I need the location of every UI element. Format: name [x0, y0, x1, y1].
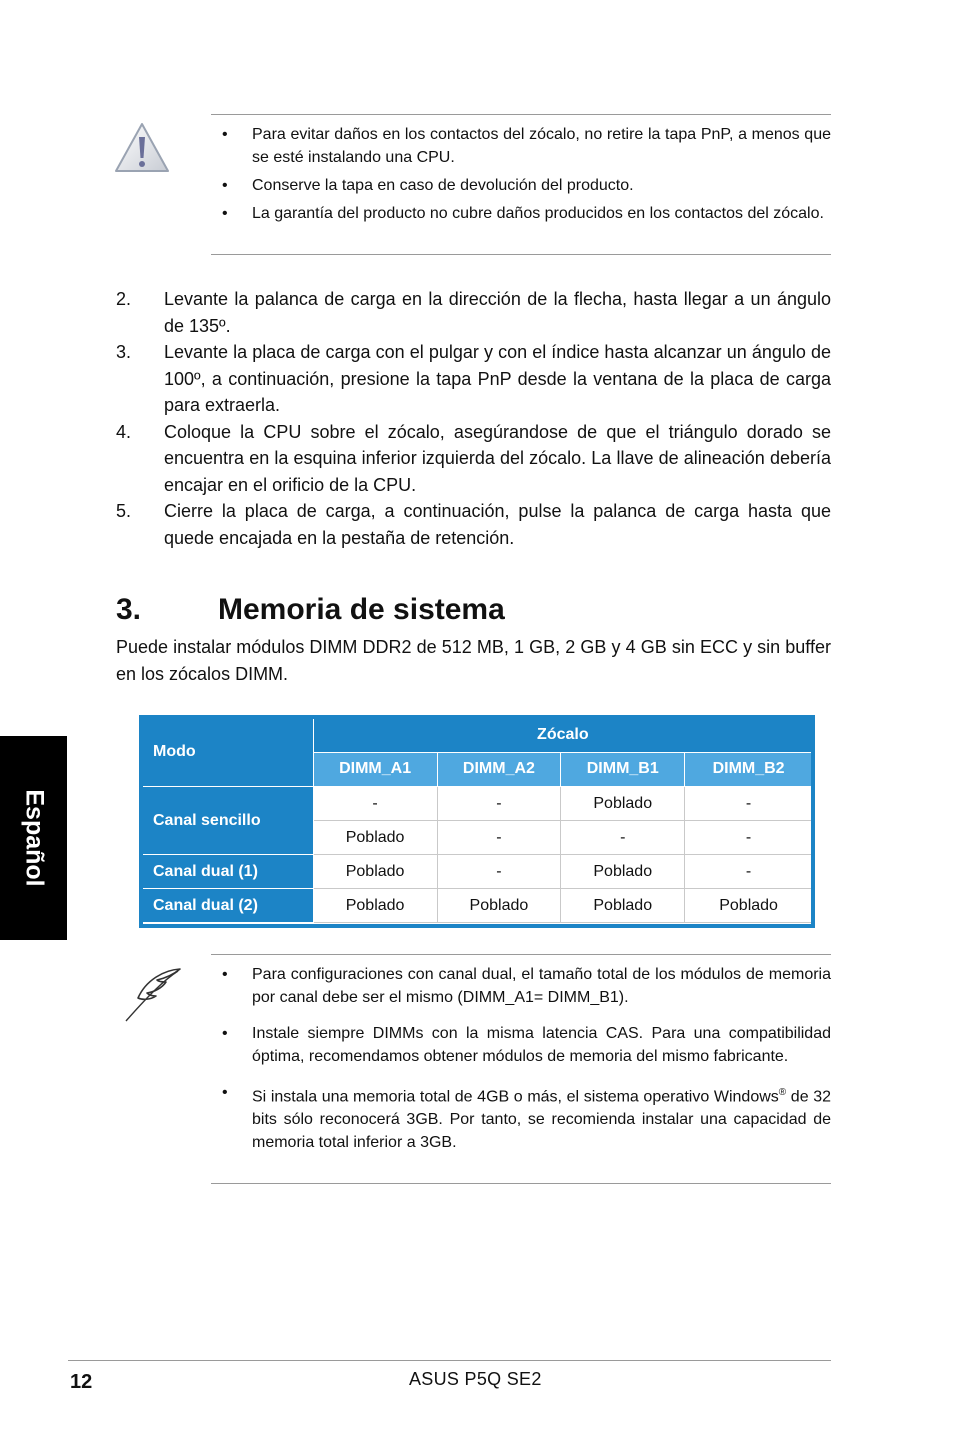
caution-top-rule	[211, 114, 831, 115]
table-cell: Poblado	[313, 889, 437, 923]
table-row	[142, 855, 813, 889]
table-cell: -	[685, 855, 813, 889]
table-cell: Poblado	[561, 787, 685, 821]
step-number: 5.	[116, 501, 132, 521]
table-cell: -	[561, 821, 685, 855]
socket-header: Zócalo	[313, 718, 812, 753]
column-header: DIMM_B2	[685, 752, 813, 787]
caution-item: • Para evitar daños en los contactos del zócalo, no retire la tapa PnP, a menos que se esté instalando una CPU.	[211, 123, 831, 169]
column-header: DIMM_A2	[437, 752, 561, 787]
row-label: Canal sencillo	[142, 787, 314, 855]
footer-rule	[68, 1360, 831, 1361]
language-label: Español	[20, 789, 48, 887]
step-2	[116, 286, 831, 339]
caution-item: • Conserve la tapa en caso de devolución del producto.	[211, 174, 831, 197]
mode-header: Modo	[142, 718, 314, 787]
feather-pen-icon	[120, 966, 184, 1024]
notes-top-rule	[211, 954, 831, 955]
step-number: 2.	[116, 289, 132, 309]
notes-list	[211, 963, 831, 1159]
row-label: Canal dual (2)	[142, 889, 314, 923]
table-cell: Poblado	[561, 855, 685, 889]
step-text: Levante la palanca de carga en la dirección de la flecha, hasta llegar a un ángulo de 135º.	[164, 289, 831, 336]
warning-triangle-icon	[113, 121, 171, 175]
installation-steps	[116, 286, 831, 551]
caution-list	[211, 123, 831, 230]
step-5	[116, 498, 831, 551]
memory-config-table	[141, 717, 813, 923]
section-intro: Puede instalar módulos DIMM DDR2 de 512 MB, 1 GB, 2 GB y 4 GB sin ECC y sin buffer en los zócalos DIMM.	[116, 637, 831, 684]
table-cell: -	[437, 855, 561, 889]
notes-bottom-rule	[211, 1183, 831, 1184]
step-text: Coloque la CPU sobre el zócalo, asegúrandose de que el triángulo dorado se encuentra en la esquina inferior izquierda del zócalo. La llave de alineación debería encajar en el orificio de la CPU.	[164, 421, 831, 495]
footer-title: ASUS P5Q SE2	[409, 1369, 542, 1389]
step-4	[116, 419, 831, 499]
column-header: DIMM_B1	[561, 752, 685, 787]
section-title: Memoria de sistema	[218, 593, 505, 626]
row-label: Canal dual (1)	[142, 855, 314, 889]
table-cell: Poblado	[561, 889, 685, 923]
step-text: Cierre la placa de carga, a continuación, pulse la palanca de carga hasta que quede encajada en la pestaña de retención.	[164, 501, 831, 548]
step-number: 3.	[116, 342, 132, 362]
step-3	[116, 339, 831, 419]
column-header: DIMM_A1	[313, 752, 437, 787]
section-number: 3.	[116, 593, 142, 626]
note-text-part: Si instala una memoria total de 4GB o más, el sistema operativo Windows	[252, 1088, 779, 1106]
note-item	[211, 1081, 831, 1154]
table-cell: Poblado	[437, 889, 561, 923]
note-text-part: de 32 bits sólo reconocerá 3GB. Por tanto, se recomienda instalar una capacidad de memoria total inferior a 3GB.	[252, 1088, 832, 1152]
table-row	[142, 787, 813, 821]
page-number: 12	[70, 1371, 93, 1393]
table-cell: -	[685, 787, 813, 821]
step-number: 4.	[116, 421, 132, 442]
table-cell: -	[313, 787, 437, 821]
language-side-tab	[0, 736, 67, 940]
registered-mark: ®	[778, 1087, 787, 1098]
note-item: • Para configuraciones con canal dual, el tamaño total de los módulos de memoria por canal debe ser el mismo (DIMM_A1= DIMM_B1).	[211, 963, 831, 1009]
table-cell: Poblado	[685, 889, 813, 923]
caution-item: • La garantía del producto no cubre daños producidos en los contactos del zócalo.	[211, 202, 831, 225]
table-cell: Poblado	[313, 821, 437, 855]
table-cell: -	[437, 821, 561, 855]
section-heading	[116, 590, 505, 630]
table-cell: Poblado	[313, 855, 437, 889]
table-row	[142, 889, 813, 923]
table-cell: -	[685, 821, 813, 855]
table-cell: -	[437, 787, 561, 821]
note-item: • Instale siempre DIMMs con la misma latencia CAS. Para una compatibilidad óptima, recomendamos obtener módulos de memoria del mismo fabricante.	[211, 1022, 831, 1068]
step-text: Levante la placa de carga con el pulgar y con el índice hasta alcanzar un ángulo de 100º, a continuación, presione la tapa PnP desde la ventana de la placa de carga para extraerla.	[164, 342, 831, 415]
caution-bottom-rule	[211, 254, 831, 255]
